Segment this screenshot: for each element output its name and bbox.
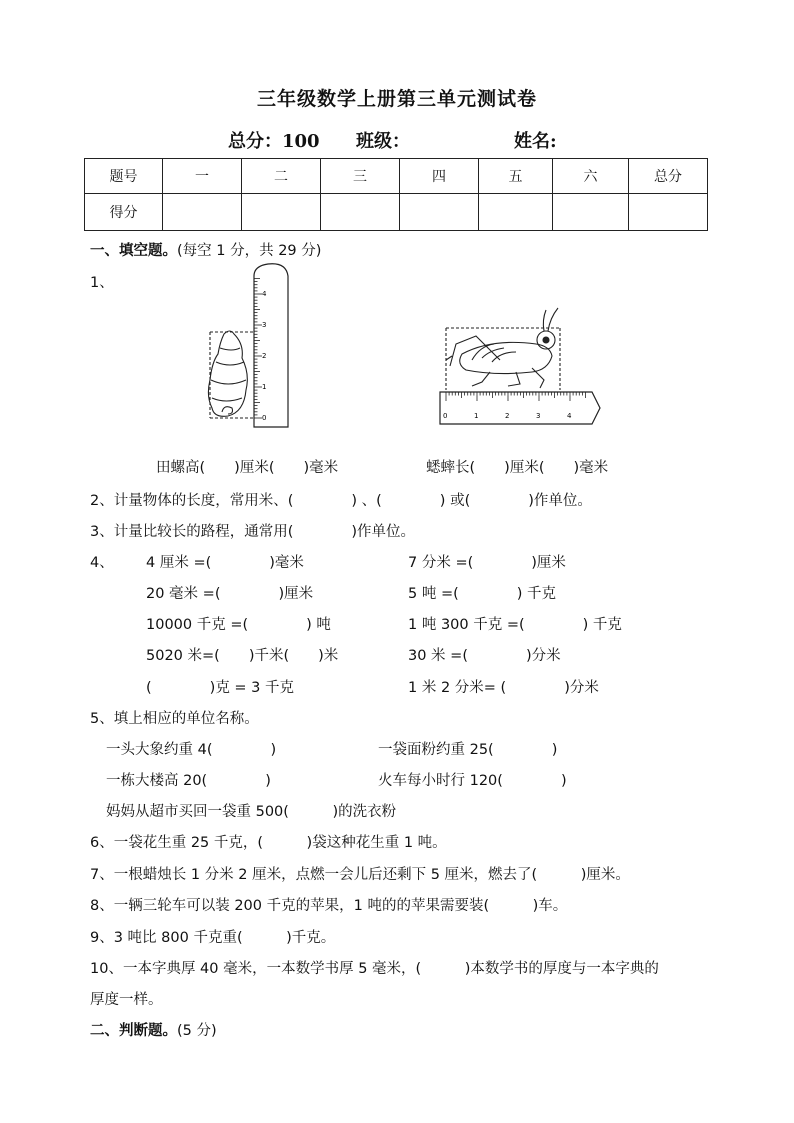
question-7: 7、一根蜡烛长 1 分米 2 厘米，点燃一会儿后还剩下 5 厘米，燃去了( )厘米。: [90, 867, 630, 883]
section1-title: 一、填空题。: [90, 243, 177, 259]
question-2: 2、计量物体的长度，常用米、( ) 、( ) 或( )作单位。: [90, 493, 592, 509]
snail-shell-icon: [208, 331, 254, 418]
q4-item: 4 厘米 =( )毫米: [146, 555, 304, 571]
q4-item: 7 分米 =( )厘米: [408, 555, 566, 571]
section2-note: (5 分): [177, 1023, 217, 1039]
total-score-label: 总分：100: [228, 131, 320, 152]
q4-number: 4、: [90, 555, 114, 571]
row-label-number: 题号: [85, 159, 163, 194]
score-cell[interactable]: [479, 194, 553, 231]
col-2: 二: [242, 159, 321, 194]
hruler-label-3: 3: [536, 412, 541, 420]
section1-heading: [90, 239, 321, 260]
q4-item: ( )克 = 3 千克: [146, 680, 295, 696]
question-8: 8、一辆三轮车可以装 200 千克的苹果，1 吨的的苹果需要装( )车。: [90, 898, 568, 914]
score-cell[interactable]: [400, 194, 479, 231]
question-3: 3、计量比较长的路程，通常用( )作单位。: [90, 524, 416, 540]
q5-item: 一栋大楼高 20( ): [106, 773, 271, 789]
score-cell[interactable]: [321, 194, 400, 231]
score-cell[interactable]: [163, 194, 242, 231]
q5-item: 火车每小时行 120( ): [378, 773, 567, 789]
col-1: 一: [163, 159, 242, 194]
q5-item: 一袋面粉约重 25( ): [378, 742, 558, 758]
cricket-icon: [446, 308, 560, 390]
q1-number: 1、: [90, 275, 114, 291]
question-10: 10、一本字典厚 40 毫米，一本数学书厚 5 毫米，( )本数学书的厚度与一本字典的: [90, 961, 659, 977]
score-table-header-row: [85, 159, 708, 194]
q4-item: 1 吨 300 千克 =( ) 千克: [408, 617, 622, 633]
q5-item: 妈妈从超市买回一袋重 500( )的洗衣粉: [106, 804, 397, 820]
cricket-ruler-figure: [432, 300, 612, 430]
question-9: 9、3 吨比 800 千克重( )千克。: [90, 930, 336, 946]
section1-note: (每空 1 分，共 29 分): [177, 243, 322, 259]
ruler-label-4: 4: [262, 290, 267, 298]
section2-title: 二、判断题。: [90, 1023, 177, 1039]
ruler-label-2: 2: [262, 352, 267, 360]
q4-item: 5 吨 =( ) 千克: [408, 586, 557, 602]
class-label: 班级：: [356, 131, 410, 152]
snail-ruler-figure: [196, 262, 306, 432]
ruler-label-3: 3: [262, 321, 267, 329]
q4-item: 20 毫米 =( )厘米: [146, 586, 314, 602]
question-6: 6、一袋花生重 25 千克，( )袋这种花生重 1 吨。: [90, 835, 447, 851]
score-table: [84, 158, 708, 231]
hruler-label-4: 4: [567, 412, 572, 420]
row-label-score: 得分: [85, 194, 163, 231]
q5-item: 一头大象约重 4( ): [106, 742, 277, 758]
q4-item: 30 米 =( )分米: [408, 648, 561, 664]
score-cell[interactable]: [553, 194, 629, 231]
col-3: 三: [321, 159, 400, 194]
q4-item: 10000 千克 =( ) 吨: [146, 617, 331, 633]
score-cell[interactable]: [242, 194, 321, 231]
hruler-label-1: 1: [474, 412, 479, 420]
snail-caption: 田螺高( )厘米( )毫米: [156, 460, 339, 476]
hruler-label-0: 0: [443, 412, 448, 420]
q4-item: 5020 米=( )千米( )米: [146, 648, 339, 664]
name-label: 姓名:: [514, 131, 557, 152]
cricket-caption: 蟋蟀长( )厘米( )毫米: [426, 460, 609, 476]
q4-item: 1 米 2 分米= ( )分米: [408, 680, 599, 696]
section2-heading: [90, 1019, 217, 1040]
ruler-label-1: 1: [262, 383, 267, 391]
score-table-score-row: [85, 194, 708, 231]
score-cell[interactable]: [629, 194, 708, 231]
q5-heading: 5、填上相应的单位名称。: [90, 711, 259, 727]
col-total: 总分: [629, 159, 708, 194]
ruler-label-0: 0: [262, 414, 267, 422]
vertical-ruler: [254, 264, 288, 427]
hruler-label-2: 2: [505, 412, 510, 420]
col-5: 五: [479, 159, 553, 194]
horizontal-ruler: [440, 392, 600, 424]
page-title: 三年级数学上册第三单元测试卷: [256, 88, 537, 110]
col-4: 四: [400, 159, 479, 194]
col-6: 六: [553, 159, 629, 194]
question-10-cont: 厚度一样。: [90, 992, 163, 1008]
